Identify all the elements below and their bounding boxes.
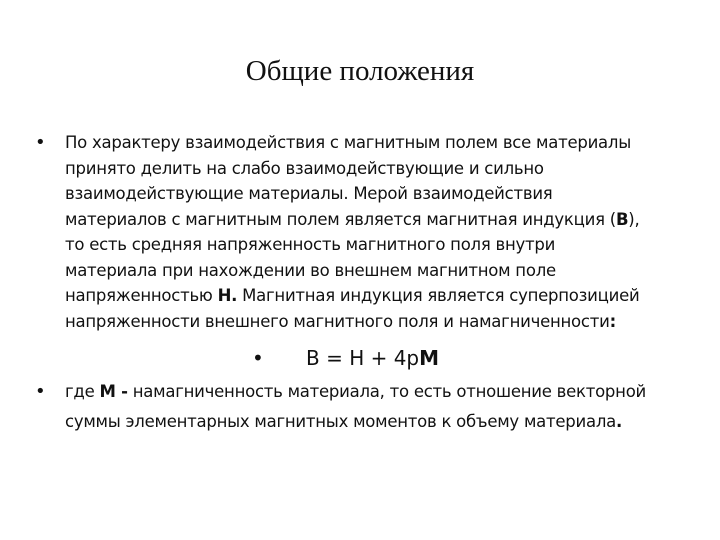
text-segment: напряженности внешнего магнитного поля и намагниченности [65,311,610,331]
bold-symbol-b: В [615,209,629,229]
text-line: то есть средняя напряженность магнитного поля внутри [65,235,556,254]
text-segment: ), [628,209,640,229]
bullet-text [65,377,685,437]
text-line: принято делить на слабо взаимодействующие и сильно [65,158,544,178]
text-segment: материалов с магнитным полем является магнитная индукция ( [65,209,616,229]
text-segment: где [65,382,100,401]
formula-part: + 4р [370,346,420,370]
text-segment: суммы элементарных магнитных моментов к объему материала [65,412,616,431]
bullet-paragraph-3 [35,377,685,437]
text-segment: намагниченность материала, то есть отношение векторной [127,382,647,401]
text-line: материала при нахождении во внешнем магнитном поле [65,260,556,280]
text-line: По характеру взаимодействия с магнитным полем все материалы [65,133,631,152]
text-line [65,207,685,233]
bold-colon: : [609,311,616,331]
bold-period: . [615,412,623,431]
bullet-marker: • [252,346,264,370]
text-line [65,407,685,437]
bullet-paragraph-1 [35,130,685,334]
formula-part: В = Н [306,346,371,370]
bullet-marker: • [35,381,46,402]
bullet-marker: • [35,132,46,153]
formula-bullet [252,344,552,372]
text-segment: напряженностью [65,286,218,305]
slide-title: Общие положения [245,55,475,87]
bold-symbol-m: М - [99,382,128,401]
formula-symbol-m: М [419,346,440,370]
bold-symbol-h: Н. [217,286,238,305]
bullet-text [65,130,685,334]
text-line [65,283,685,309]
text-line [65,309,685,335]
text-segment: Магнитная индукция является суперпозицией [237,286,640,305]
text-line: взаимодействующие материалы. Мерой взаимодействия [65,184,553,203]
text-line [65,377,685,407]
